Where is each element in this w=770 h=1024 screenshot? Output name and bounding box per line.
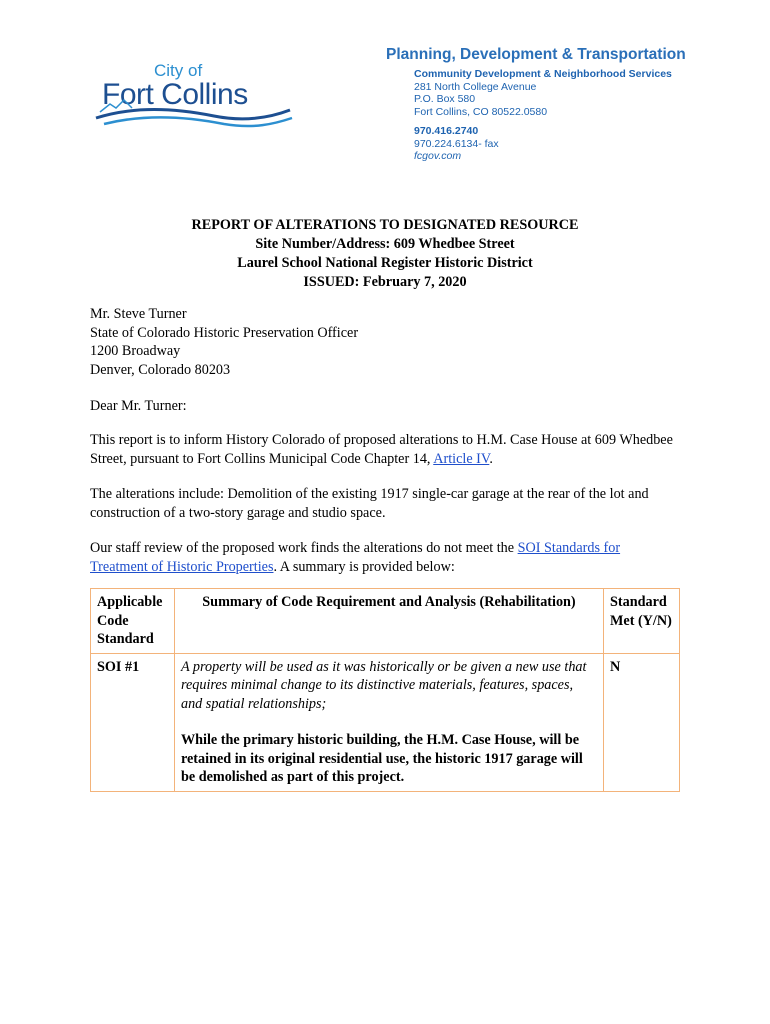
division-name: Community Development & Neighborhood Services <box>414 68 672 80</box>
soi-standards-link[interactable]: SOI Standards for Treatment of Historic Properties <box>90 540 621 575</box>
report-title <box>90 216 680 292</box>
address-line-3: Fort Collins, CO 80522.0580 <box>414 105 548 118</box>
summary-table <box>90 588 680 792</box>
title-line-4: ISSUED: February 7, 2020 <box>303 274 467 290</box>
website[interactable]: fcgov.com <box>414 150 462 162</box>
svg-text:Fort Collins: Fort Collins <box>102 78 248 111</box>
letterhead <box>386 46 754 163</box>
table-row <box>91 653 680 791</box>
title-line-1: REPORT OF ALTERATIONS TO DESIGNATED RESOURCE <box>191 217 579 233</box>
analysis-text: While the primary historic building, the H.M. Case House, will be retained in its original residential use, the historic 1917 garage will be demolished as part of this project. <box>180 732 583 785</box>
city-of-fort-collins-logo <box>94 58 294 132</box>
phone: 970.416.2740 <box>414 125 479 137</box>
title-line-3: Laurel School National Register Historic District <box>237 255 533 271</box>
requirement-cell <box>174 653 603 791</box>
fax: 970.224.6134- fax <box>414 137 499 150</box>
title-line-2: Site Number/Address: 609 Whedbee Street <box>255 236 515 252</box>
salutation: Dear Mr. Turner: <box>90 398 187 414</box>
header-met: Standard Met (Y/N) <box>604 589 680 654</box>
header-standard: Applicable Code Standard <box>91 589 175 654</box>
paragraph-alterations: The alterations include: Demolition of the existing 1917 single-car garage at the rear of the lot and construction of a two-story garage and studio space. <box>90 486 649 521</box>
table-header-row <box>91 589 680 654</box>
department-name: Planning, Development & Transportation <box>386 46 686 63</box>
svg-text:City of: City of <box>154 61 203 80</box>
recipient-address <box>90 305 680 379</box>
paragraph-review: Our staff review of the proposed work finds the alterations do not meet the SOI Standards for Treatment of Historic Properties. A summary is provided below: <box>90 540 621 575</box>
recipient-name: Mr. Steve Turner <box>90 306 187 322</box>
header-summary: Summary of Code Requirement and Analysis (Rehabilitation) <box>174 589 603 654</box>
paragraph-intro: This report is to inform History Colorado of proposed alterations to H.M. Case House at 609 Whedbee Street, pursuant to Fort Collins Municipal Code Chapter 14, Article IV. <box>90 432 673 467</box>
recipient-position: State of Colorado Historic Preservation Officer <box>90 324 359 341</box>
article-iv-link[interactable]: Article IV <box>433 450 490 467</box>
recipient-city: Denver, Colorado 80203 <box>90 361 231 378</box>
address-line-2: P.O. Box 580 <box>414 93 476 105</box>
standard-cell: SOI #1 <box>91 653 175 791</box>
recipient-street: 1200 Broadway <box>90 343 181 359</box>
requirement-text: A property will be used as it was historically or be given a new use that requires minimal change to its distinctive materials, features, spaces, and spatial relationships; <box>180 658 587 712</box>
met-cell: N <box>604 653 680 791</box>
address-line-1: 281 North College Avenue <box>414 80 537 93</box>
